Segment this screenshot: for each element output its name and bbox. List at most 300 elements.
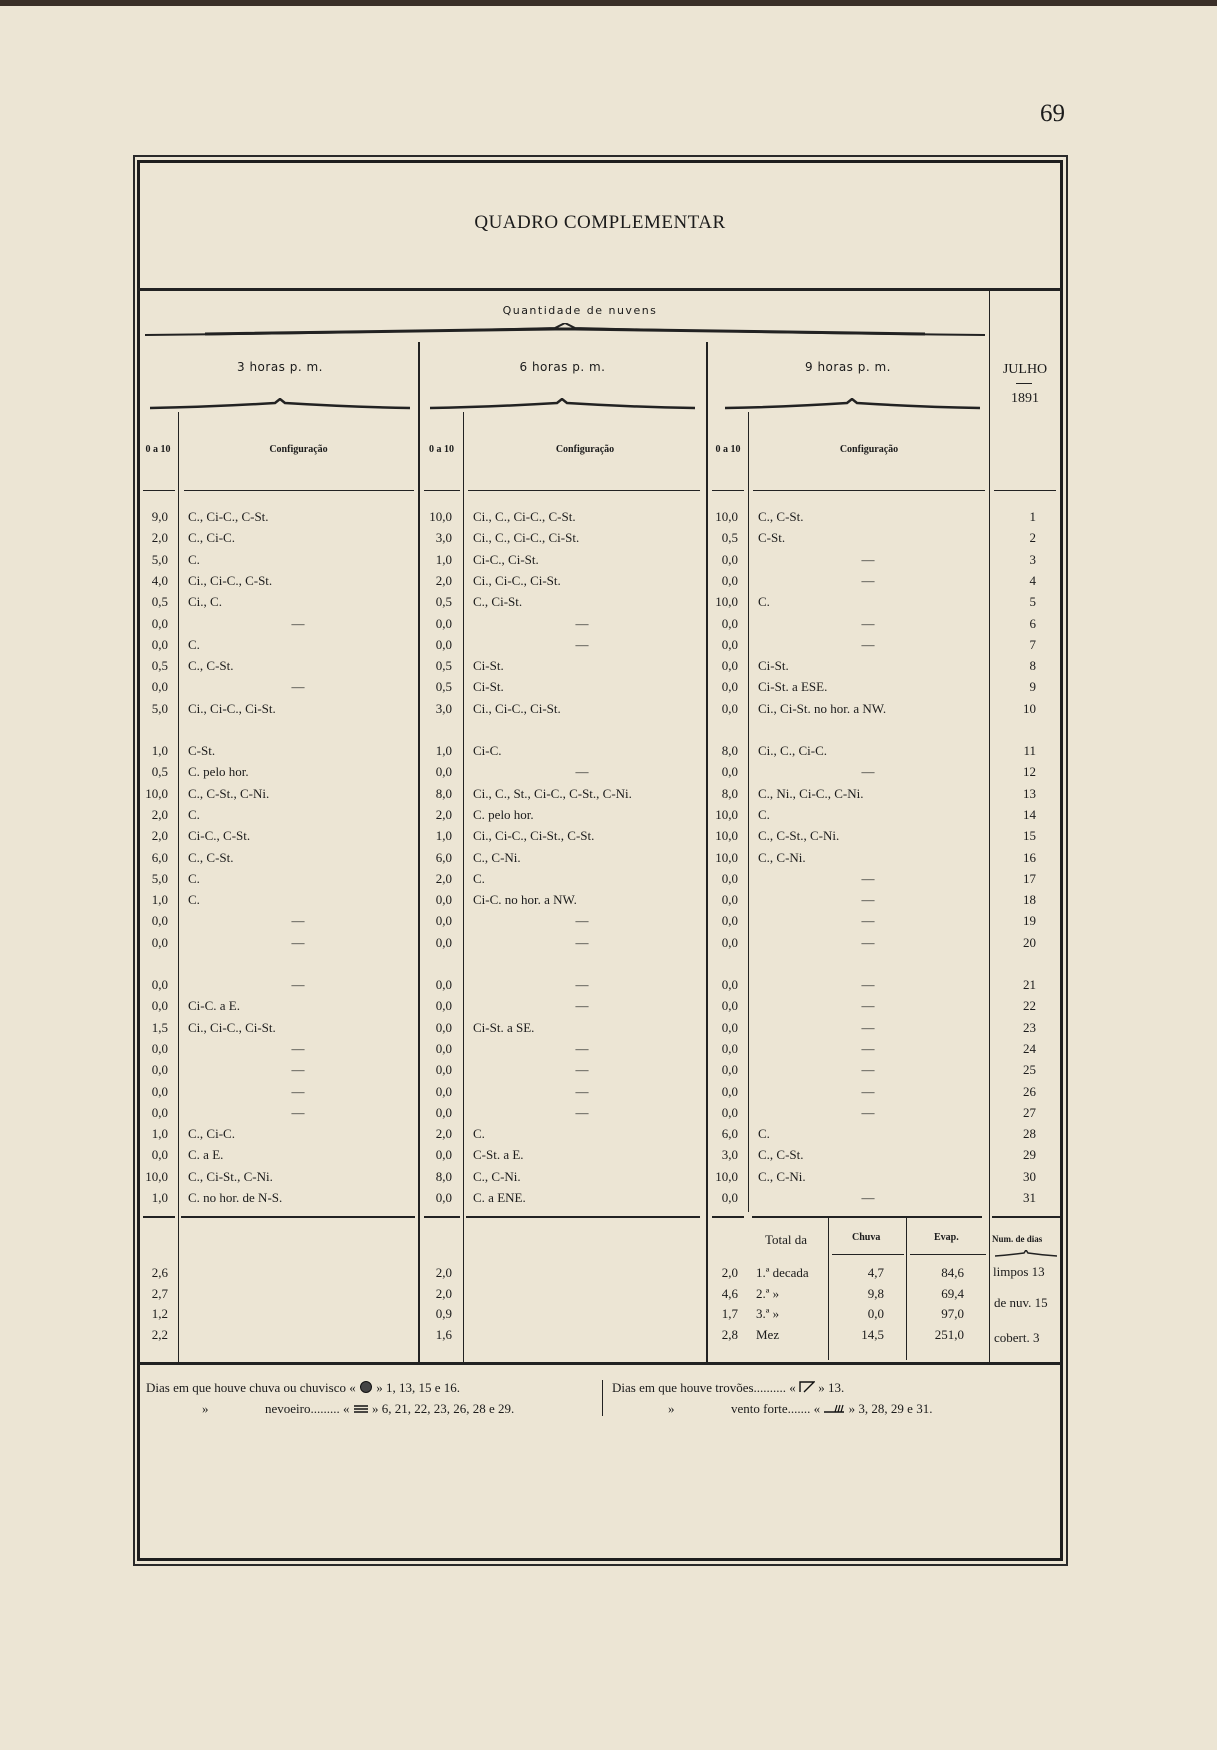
amount-3pm: 1,0 [151,743,168,758]
footer-rain [146,1380,460,1398]
amount-3pm: 1,0 [151,1126,168,1142]
day-number: 18 [1023,892,1036,908]
amount-6pm: 0,5 [435,658,452,674]
period-3pm: 3 horas p. m. [237,360,323,374]
config-3pm: C. [188,806,200,822]
summary-evap: 84,6 [941,1265,964,1280]
table-row [0,890,1217,910]
config-6pm: Ci-St. a SE. [473,1019,535,1035]
amount-6pm: 0,0 [435,764,452,780]
amount-9pm: 0,0 [721,934,738,950]
summary-evap: 69,4 [941,1285,964,1301]
amount-6pm: 6,0 [435,849,452,865]
table-row [0,1124,1217,1144]
config-6pm: Ci., Ci-C., Ci-St., C-St. [473,828,595,844]
period-6pm: 6 horas p. m. [519,360,606,374]
config-3pm: C., C-St., C-Ni. [188,785,270,801]
day-number: 17 [1023,870,1036,886]
amount-9pm: 0,0 [721,870,738,886]
day-number: 12 [1023,764,1036,780]
fog-symbol-icon [353,1402,369,1418]
summary-rule [712,1216,744,1218]
day-number: 6 [1029,615,1036,631]
amount-6pm: 1,0 [435,743,452,758]
amount-6pm: 1,0 [435,551,452,567]
summary-chuva: 0,0 [867,1306,884,1321]
footer-wind [668,1401,932,1418]
summary-amount-9pm: 1,7 [721,1306,738,1321]
config-9pm: — [861,892,875,908]
footer-fog-days: » 6, 21, 22, 23, 26, 28 e 29. [371,1401,515,1416]
summary-chuva: 4,7 [867,1265,884,1280]
summary-period: 2.ª » [756,1285,780,1301]
amount-3pm: 0,0 [151,1062,168,1078]
amount-6pm: 2,0 [435,572,452,588]
amount-3pm: 10,0 [145,1168,168,1184]
table-row [0,1145,1217,1165]
amount-9pm: 0,0 [721,615,738,631]
config-9pm: Ci., C., Ci-C. [758,743,827,758]
day-number: 2 [1029,530,1036,546]
amount-3pm: 0,0 [151,636,168,652]
day-number: 7 [1029,636,1036,652]
summary-amount-6pm: 1,6 [435,1326,452,1342]
period-9pm: 9 horas p. m. [805,360,891,374]
config-9pm: C-St. [758,530,786,546]
amount-3pm: 0,0 [151,1147,168,1163]
config-9pm: C., C-Ni. [758,1168,806,1184]
header-underline [994,490,1056,491]
config-6pm: C. pelo hor. [473,806,534,822]
config-6pm: Ci., C., Ci-C., C-St. [473,509,576,524]
amount-9pm: 0,0 [721,679,738,695]
thunder-symbol-icon [799,1381,815,1397]
day-number: 27 [1023,1104,1036,1120]
day-number: 24 [1023,1040,1036,1056]
amount-6pm: 8,0 [435,785,452,801]
footer-wind-label: vento forte....... « [731,1401,821,1416]
amount-3pm: 0,0 [151,615,168,631]
summary-amount-3pm: 1,2 [151,1306,168,1321]
title-rule [138,288,1061,291]
summary-period: 3.ª » [756,1306,780,1321]
config-3pm: C., Ci-C. [188,1126,235,1142]
amount-9pm: 0,0 [721,977,738,992]
amount-9pm: 0,0 [721,1190,738,1205]
table-row [0,848,1217,868]
amount-9pm: 0,0 [721,1104,738,1120]
amount-3pm: 0,5 [151,658,168,674]
summary-rule [143,1216,175,1218]
summary-chuva: 9,8 [867,1285,884,1301]
day-number: 8 [1029,658,1036,674]
amount-6pm: 0,0 [435,892,452,908]
config-3pm: Ci-C., C-St. [188,828,251,844]
table-row [0,911,1217,931]
amount-9pm: 0,0 [721,1040,738,1056]
config-9pm: — [861,615,875,631]
amount-3pm: 10,0 [145,785,168,801]
table-row [0,741,1217,761]
config-9pm: — [861,870,875,886]
amount-3pm: 0,0 [151,1040,168,1056]
config-3pm: C. [188,892,200,908]
config-3pm: Ci., Ci-C., Ci-St. [188,1019,276,1035]
config-9pm: — [861,636,875,652]
config-9pm: C., C-St. [758,1147,804,1163]
config-6pm: C. [473,1126,485,1142]
config-9pm: — [861,572,875,588]
config-3pm: — [291,1062,305,1078]
amount-6pm: 0,0 [435,1062,452,1078]
table-row [0,996,1217,1016]
day-number: 15 [1023,828,1036,844]
amount-3pm: 0,0 [151,998,168,1014]
table-row [0,762,1217,782]
config-9pm: Ci-St. [758,658,789,674]
days-clear: limpos 13 [993,1264,1045,1279]
footer-thunder-label: Dias em que houve trovões.......... « [612,1380,796,1395]
day-number: 10 [1023,700,1036,716]
summary-period: 1.ª decada [756,1265,809,1280]
config-9pm: — [861,764,875,780]
config-9pm: C., Ni., Ci-C., C-Ni. [758,785,864,801]
config-9pm: C., C-St., C-Ni. [758,828,840,844]
amount-6pm: 0,0 [435,615,452,631]
amount-6pm: 3,0 [435,700,452,716]
table-row [0,805,1217,825]
amount-3pm: 4,0 [151,572,168,588]
config-3pm: — [291,1104,305,1120]
day-number: 1 [1029,509,1036,524]
chuva-header: Chuva [852,1232,881,1243]
amount-header-9pm: 0 a 10 [715,444,741,455]
table-row [0,507,1217,527]
table-row [0,528,1217,548]
header-underline [712,490,744,491]
config-header-3pm: Configuração [269,444,328,455]
amount-6pm: 0,0 [435,1019,452,1035]
amount-6pm: 1,0 [435,828,452,844]
config-9pm: — [861,1062,875,1078]
table-row [0,869,1217,889]
config-3pm: C., Ci-C., C-St. [188,509,269,524]
amount-3pm: 0,0 [151,913,168,929]
amount-6pm: 0,5 [435,679,452,695]
config-3pm: C. [188,551,200,567]
amount-3pm: 2,0 [151,530,168,546]
amount-6pm: 3,0 [435,530,452,546]
month-label: JULHO [1002,362,1048,377]
config-9pm: C., C-Ni. [758,849,806,865]
footer-wind-prefix: » [668,1401,675,1416]
amount-6pm: 0,0 [435,977,452,992]
config-6pm: Ci-C. no hor. a NW. [473,892,577,908]
amount-9pm: 0,0 [721,892,738,908]
day-number: 22 [1023,998,1036,1014]
config-6pm: — [575,977,589,992]
config-3pm: C., Ci-St., C-Ni. [188,1168,273,1184]
config-9pm: — [861,1019,875,1035]
amount-9pm: 6,0 [721,1126,738,1142]
config-9pm: — [861,551,875,567]
config-3pm: C., C-St. [188,658,234,674]
config-3pm: C. [188,870,200,886]
config-6pm: — [575,615,589,631]
amount-6pm: 8,0 [435,1168,452,1184]
amount-3pm: 0,5 [151,764,168,780]
amount-3pm: 0,0 [151,1083,168,1099]
config-3pm: — [291,1040,305,1056]
config-6pm: — [575,1062,589,1078]
amount-6pm: 2,0 [435,1126,452,1142]
config-3pm: — [291,913,305,929]
table-row [0,699,1217,719]
amount-header-6pm: 0 a 10 [429,444,454,455]
day-number: 9 [1029,679,1036,695]
config-3pm: Ci., Ci-C., Ci-St. [188,700,276,716]
amount-6pm: 0,0 [435,1040,452,1056]
config-6pm: — [575,1104,589,1120]
period-6pm-brace [430,398,695,410]
amount-3pm: 0,0 [151,679,168,695]
amount-3pm: 5,0 [151,700,168,716]
amount-9pm: 0,0 [721,1083,738,1099]
day-number: 26 [1023,1083,1036,1099]
amount-6pm: 0,0 [435,998,452,1014]
config-3pm: Ci-C. a E. [188,998,240,1014]
table-row [0,1039,1217,1059]
footer-rain-days: » 1, 13, 15 e 16. [376,1380,461,1395]
config-9pm: — [861,1190,875,1205]
config-6pm: Ci-C. [473,743,502,758]
month-underline [1016,383,1032,384]
wind-symbol-icon [823,1402,845,1418]
day-number: 13 [1023,785,1036,801]
amount-9pm: 3,0 [721,1147,738,1163]
period-9pm-brace [725,398,980,410]
footer-fog-prefix: » [202,1401,209,1416]
amount-3pm: 2,0 [151,806,168,822]
config-9pm: — [861,913,875,929]
summary-rule [466,1216,700,1218]
days-brace [995,1250,1057,1258]
header-underline [143,490,175,491]
config-3pm: Ci., C. [188,594,222,610]
evap-header: Evap. [934,1232,959,1243]
table-row [0,826,1217,846]
config-9pm: — [861,998,875,1014]
config-6pm: — [575,636,589,652]
days-cloudy: de nuv. 15 [994,1295,1048,1310]
amount-9pm: 10,0 [715,594,738,610]
day-number: 4 [1029,572,1036,588]
day-number: 14 [1023,806,1036,822]
page-title: QUADRO COMPLEMENTAR [474,212,726,233]
summary-amount-9pm: 4,6 [721,1285,738,1301]
summary-amount-3pm: 2,7 [151,1285,168,1301]
config-3pm: — [291,934,305,950]
amount-3pm: 1,5 [151,1019,168,1035]
amount-9pm: 10,0 [715,828,738,844]
summary-period: Mez [756,1326,780,1342]
config-3pm: C., Ci-C. [188,530,235,546]
footer-divider [602,1380,603,1416]
days-header: Num. de dias [992,1234,1043,1244]
amount-3pm: 5,0 [151,870,168,886]
amount-9pm: 10,0 [715,1168,738,1184]
table-row [0,592,1217,612]
totals-rule [910,1254,986,1255]
config-6pm: Ci-C., Ci-St. [473,551,539,567]
config-9pm: C. [758,594,770,610]
summary-amount-6pm: 2,0 [435,1285,452,1301]
table-row [0,614,1217,634]
table-row [0,1167,1217,1187]
config-6pm: C. a ENE. [473,1190,526,1205]
config-header-9pm: Configuração [839,444,899,455]
group-header: Quantidade de nuvens [502,304,658,317]
table-row [0,1060,1217,1080]
amount-6pm: 0,0 [435,1083,452,1099]
page-top-edge [0,0,1217,6]
amount-9pm: 0,0 [721,572,738,588]
period-3pm-brace [150,398,410,410]
header-underline [753,490,985,491]
config-3pm: — [291,977,305,992]
amount-3pm: 1,0 [151,1190,168,1205]
day-number: 20 [1023,934,1036,950]
amount-6pm: 0,5 [435,594,452,610]
amount-3pm: 2,0 [151,828,168,844]
amount-3pm: 0,5 [151,594,168,610]
summary-evap: 97,0 [941,1306,964,1321]
amount-9pm: 0,0 [721,1062,738,1078]
amount-9pm: 8,0 [721,743,738,758]
summary-amount-6pm: 2,0 [435,1265,452,1280]
header-underline [468,490,700,491]
config-3pm: — [291,679,305,695]
amount-3pm: 1,0 [151,892,168,908]
config-3pm: — [291,615,305,631]
config-6pm: — [575,934,589,950]
day-number: 3 [1029,551,1036,567]
config-9pm: Ci-St. a ESE. [758,679,828,695]
total-label: Total da [765,1232,808,1247]
table-row [0,1018,1217,1038]
summary-amount-6pm: 0,9 [435,1306,452,1321]
amount-9pm: 8,0 [721,785,738,801]
day-number: 19 [1023,913,1036,929]
footer-fog-label: nevoeiro......... « [265,1401,350,1416]
config-6pm: C. [473,870,485,886]
summary-rule [181,1216,415,1218]
summary-rule [992,1216,1060,1218]
summary-amount-9pm: 2,0 [721,1265,738,1280]
config-9pm: C. [758,1126,770,1142]
config-3pm: — [291,1083,305,1099]
config-9pm: — [861,1083,875,1099]
config-6pm: C., C-Ni. [473,1168,521,1184]
table-row [0,975,1217,995]
config-6pm: Ci., Ci-C., Ci-St. [473,700,561,716]
amount-3pm: 9,0 [151,509,168,524]
amount-6pm: 0,0 [435,1190,452,1205]
amount-9pm: 0,0 [721,658,738,674]
amount-9pm: 0,0 [721,764,738,780]
config-6pm: — [575,1040,589,1056]
config-9pm: Ci., Ci-St. no hor. a NW. [758,700,887,716]
summary-rule [424,1216,460,1218]
config-6pm: Ci., Ci-C., Ci-St. [473,572,561,588]
amount-9pm: 0,0 [721,1019,738,1035]
table-row [0,1103,1217,1123]
config-3pm: C. no hor. de N-S. [188,1190,283,1205]
rain-symbol-icon [359,1380,373,1398]
config-6pm: — [575,1083,589,1099]
amount-header-3pm: 0 a 10 [145,444,171,455]
summary-chuva: 14,5 [861,1326,884,1342]
amount-6pm: 0,0 [435,1147,452,1163]
amount-3pm: 6,0 [151,849,168,865]
config-3pm: C-St. [188,743,216,758]
amount-3pm: 5,0 [151,551,168,567]
config-3pm: C., C-St. [188,849,234,865]
config-9pm: — [861,977,875,992]
days-overcast: cobert. 3 [994,1330,1040,1345]
config-6pm: Ci-St. [473,658,504,674]
amount-9pm: 0,5 [721,530,738,546]
header-underline [184,490,414,491]
amount-9pm: 0,0 [721,913,738,929]
amount-6pm: 0,0 [435,934,452,950]
day-number: 30 [1023,1168,1036,1184]
header-underline [424,490,460,491]
amount-6pm: 0,0 [435,636,452,652]
amount-3pm: 0,0 [151,1104,168,1120]
footer-thunder [612,1380,844,1397]
day-number: 28 [1023,1126,1036,1142]
bottom-rule [138,1362,1061,1365]
config-3pm: C. pelo hor. [188,764,249,780]
config-6pm: C., Ci-St. [473,594,523,610]
footer-wind-days: » 3, 28, 29 e 31. [848,1401,933,1416]
amount-9pm: 0,0 [721,998,738,1014]
amount-9pm: 10,0 [715,806,738,822]
page-number: 69 [1040,100,1065,127]
config-6pm: — [575,913,589,929]
config-9pm: C., C-St. [758,509,804,524]
amount-6pm: 0,0 [435,1104,452,1120]
summary-amount-9pm: 2,8 [721,1326,738,1342]
day-number: 31 [1023,1190,1036,1205]
config-3pm: C. [188,636,200,652]
config-6pm: C-St. a E. [473,1147,524,1163]
day-number: 21 [1023,977,1036,992]
table-row [0,571,1217,591]
table-row [0,550,1217,570]
year-label: 1891 [1011,391,1039,406]
config-3pm: C. a E. [188,1147,224,1163]
amount-9pm: 0,0 [721,636,738,652]
amount-9pm: 0,0 [721,551,738,567]
table-row [0,1188,1217,1208]
day-number: 16 [1023,849,1036,865]
amount-6pm: 2,0 [435,870,452,886]
day-number: 25 [1023,1062,1036,1078]
table-row [0,635,1217,655]
config-6pm: Ci., C., Ci-C., Ci-St. [473,530,580,546]
